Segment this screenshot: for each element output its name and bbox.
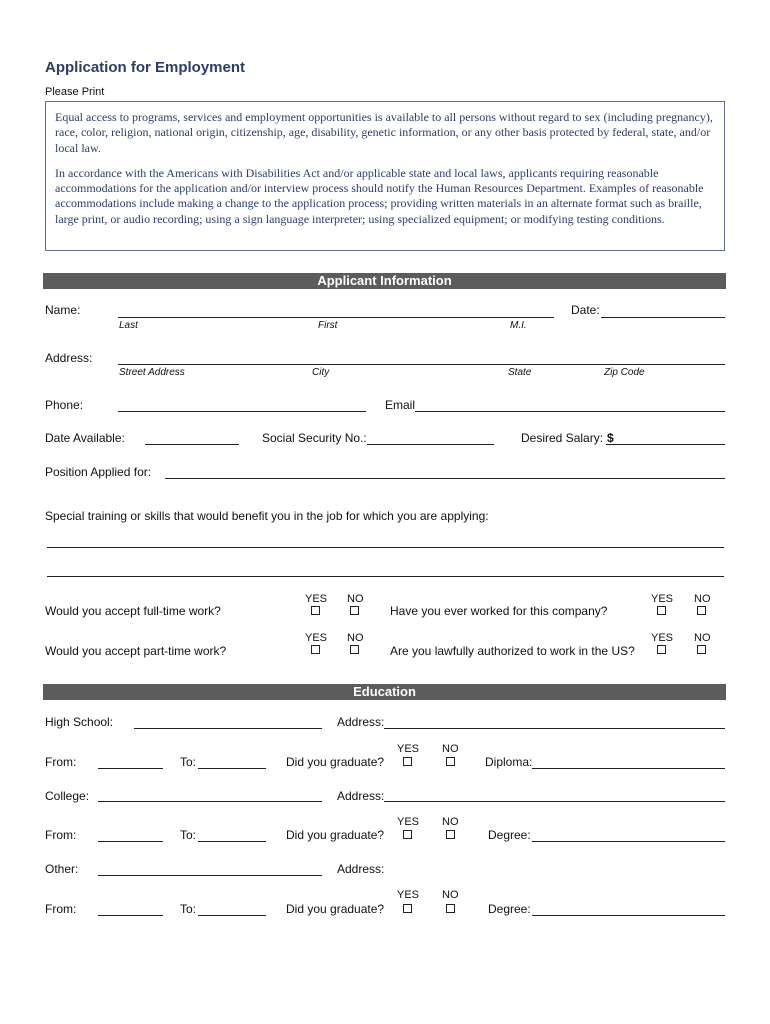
last-name-caption: Last [119,320,138,331]
name-field[interactable] [118,317,554,318]
city-caption: City [312,367,330,378]
college-graduate-no-label: NO [442,816,459,828]
position-field[interactable] [165,478,725,479]
other-to-field[interactable] [198,915,266,916]
page-subtitle: Please Print [45,86,105,98]
authorized-question: Are you lawfully authorized to work in the US? [390,644,635,658]
college-address-label: Address: [337,789,385,803]
ssn-label: Social Security No.: [262,431,367,445]
other-label: Other: [45,862,79,876]
hs-to-label: To: [180,755,197,769]
hs-graduate-question: Did you graduate? [286,755,385,769]
part-time-yes-label: YES [305,632,328,644]
part-time-yes-checkbox[interactable] [311,645,320,654]
other-graduate-yes-checkbox[interactable] [403,904,412,913]
part-time-no-checkbox[interactable] [350,645,359,654]
college-from-label: From: [45,828,77,842]
college-graduate-question: Did you graduate? [286,828,385,842]
high-school-address-field[interactable] [384,728,725,729]
college-label: College: [45,789,90,803]
other-graduate-question: Did you graduate? [286,902,385,916]
desired-salary-field[interactable] [606,444,725,445]
college-graduate-yes-checkbox[interactable] [403,830,412,839]
hs-graduate-yes-label: YES [397,743,420,755]
worked-here-no-checkbox[interactable] [697,606,706,615]
hs-graduate-no-label: NO [442,743,459,755]
street-caption: Street Address [119,367,185,378]
page-title: Application for Employment [45,59,246,76]
other-address-label: Address: [337,862,385,876]
date-available-label: Date Available: [45,431,125,445]
other-graduate-yes-label: YES [397,889,420,901]
address-field[interactable] [118,364,725,365]
college-degree-field[interactable] [532,841,725,842]
worked-here-yes-label: YES [651,593,674,605]
worked-here-no-label: NO [694,593,711,605]
other-degree-label: Degree: [488,902,531,916]
authorized-yes-label: YES [651,632,674,644]
other-from-label: From: [45,902,77,916]
hs-to-field[interactable] [198,768,266,769]
date-field[interactable] [601,317,725,318]
salary-currency-symbol: $ [607,431,614,445]
middle-initial-caption: M.I. [510,320,527,331]
ada-notice-paragraph: In accordance with the Americans with Disabilities Act and/or applicable state and local laws, applicants requiring reasonable accommodations for the application and/or interview process should notify the Human Resources Department. Examples of reasonable accommodations include making a change to the application process; providing written materials in an alternate format such as braille, large print, or audio recording; using a sign language interpreter; using specialized equipment; or modifying testing conditions. [55,165,704,226]
part-time-question: Would you accept part-time work? [45,644,227,658]
college-from-field[interactable] [98,841,163,842]
high-school-field[interactable] [134,728,322,729]
college-graduate-no-checkbox[interactable] [446,830,455,839]
authorized-no-label: NO [694,632,711,644]
other-to-label: To: [180,902,197,916]
authorized-no-checkbox[interactable] [697,645,706,654]
full-time-no-label: NO [347,593,364,605]
email-label: Email [385,398,416,412]
worked-here-question: Have you ever worked for this company? [390,604,608,618]
skills-prompt: Special training or skills that would benefit you in the job for which you are applying: [45,509,489,523]
high-school-address-label: Address: [337,715,385,729]
other-school-field[interactable] [98,875,322,876]
hs-graduate-yes-checkbox[interactable] [403,757,412,766]
eeo-notice-box [45,101,725,251]
first-name-caption: First [318,320,338,331]
ssn-field[interactable] [367,444,494,445]
hs-from-label: From: [45,755,77,769]
position-label: Position Applied for: [45,465,152,479]
full-time-question: Would you accept full-time work? [45,604,221,618]
college-degree-label: Degree: [488,828,531,842]
full-time-no-checkbox[interactable] [350,606,359,615]
other-graduate-no-checkbox[interactable] [446,904,455,913]
diploma-label: Diploma: [485,755,533,769]
authorized-yes-checkbox[interactable] [657,645,666,654]
worked-here-yes-checkbox[interactable] [657,606,666,615]
other-degree-field[interactable] [532,915,725,916]
date-label: Date: [571,303,600,317]
email-field[interactable] [415,411,725,412]
college-to-field[interactable] [198,841,266,842]
education-section-header: Education [43,684,726,700]
phone-field[interactable] [118,411,366,412]
hs-graduate-no-checkbox[interactable] [446,757,455,766]
skills-line-2[interactable] [47,576,724,577]
college-field[interactable] [98,801,322,802]
college-address-field[interactable] [384,801,725,802]
zip-caption: Zip Code [604,367,645,378]
applicant-section-header: Applicant Information [43,273,726,289]
other-graduate-no-label: NO [442,889,459,901]
high-school-label: High School: [45,715,114,729]
college-graduate-yes-label: YES [397,816,420,828]
hs-from-field[interactable] [98,768,163,769]
full-time-yes-checkbox[interactable] [311,606,320,615]
skills-line-1[interactable] [47,547,724,548]
full-time-yes-label: YES [305,593,328,605]
eeo-notice-paragraph: Equal access to programs, services and employment opportunities is available to all persons without regard to sex (including pregnancy), race, color, religion, national origin, citizenship, age, disability, genetic information, or any other basis protected by federal, state, and/or local law. [55,110,713,155]
date-available-field[interactable] [145,444,239,445]
address-label: Address: [45,351,93,365]
desired-salary-label: Desired Salary: [521,431,604,445]
college-to-label: To: [180,828,197,842]
state-caption: State [508,367,532,378]
other-from-field[interactable] [98,915,163,916]
diploma-field[interactable] [532,768,725,769]
phone-label: Phone: [45,398,84,412]
name-label: Name: [45,303,81,317]
part-time-no-label: NO [347,632,364,644]
